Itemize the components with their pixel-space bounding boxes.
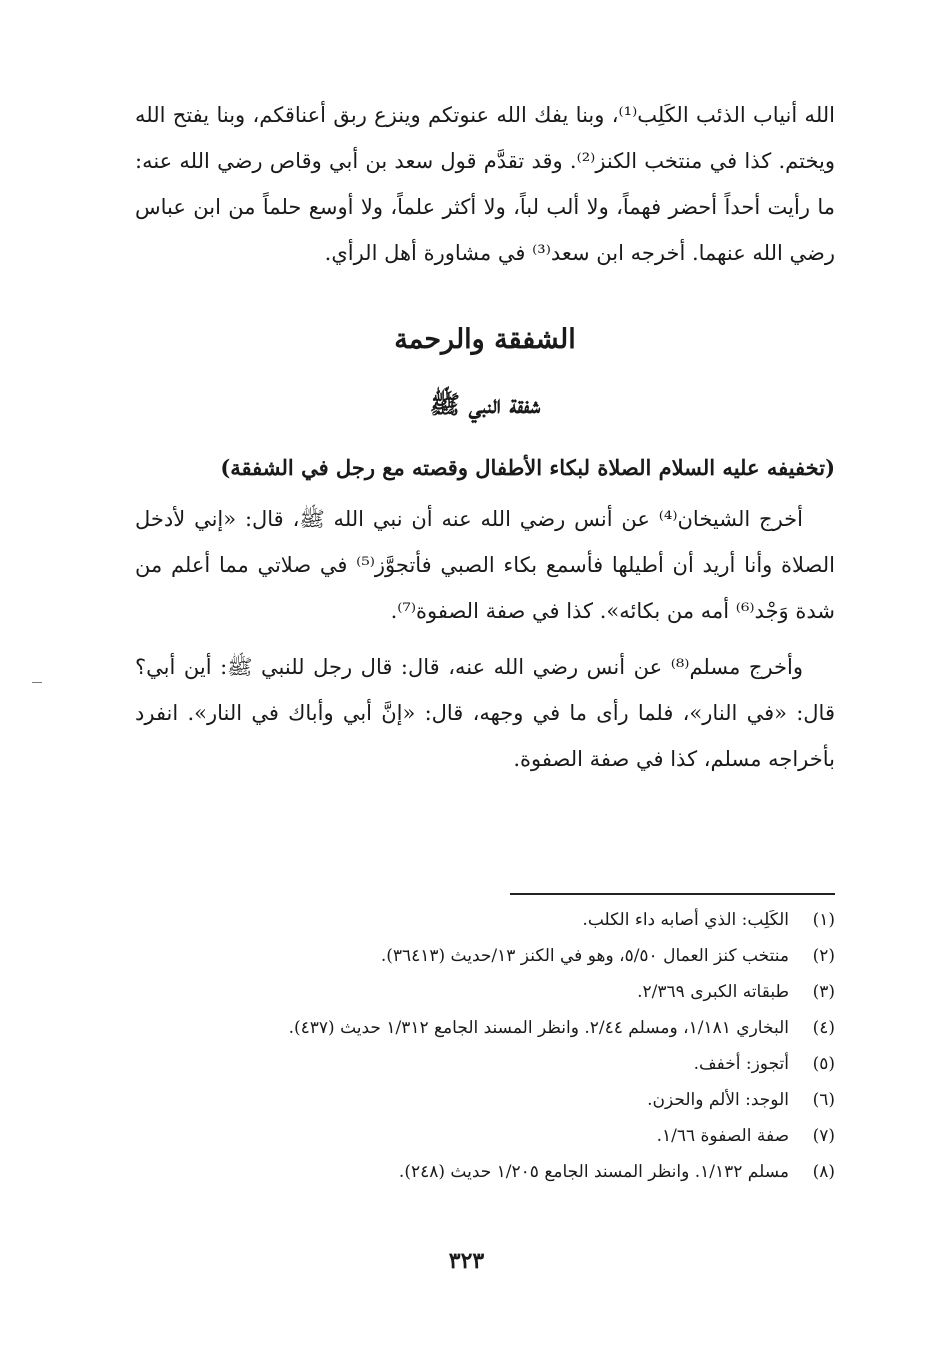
footnote-5 xyxy=(135,1054,835,1090)
footnote-number: (١) xyxy=(812,910,835,930)
footnote-text: طبقاته الكبرى ٢/٣٦٩. xyxy=(637,982,789,1002)
margin-mark xyxy=(32,682,42,683)
footnote-number: (٢) xyxy=(812,946,835,966)
footnote-number: (٤) xyxy=(812,1018,835,1038)
footnote-6 xyxy=(135,1090,835,1126)
paragraph-shaykhan-hadith: أخرج الشيخان⁽⁴⁾ عن أنس رضي الله عنه أن نبي الله ﷺ، قال: «إني لأدخل الصلاة وأنا أريد أن أطيلها فأسمع بكاء الصبي فأتجوَّز⁽⁵⁾ في صلاتي مما أعلم من شدة وَجْد⁽⁶⁾ أمه من بكائه». كذا في صفة الصفوة⁽⁷⁾. xyxy=(135,507,835,623)
paragraph-muslim-hadith: وأخرج مسلم⁽⁸⁾ عن أنس رضي الله عنه، قال: قال رجل للنبي ﷺ: أين أبي؟ قال: «في النار»، فلما رأى ما في وجهه، قال: «إنَّ أبي وأباك في النار». انفرد بأخراجه مسلم، كذا في صفة الصفوة. xyxy=(135,655,835,771)
intro-paragraph: الله أنياب الذئب الكَلِب⁽¹⁾، وبنا يفك الله عنوتكم وينزع ربق أعناقكم، وبنا يفتح الله ويختم. كذا في منتخب الكنز⁽²⁾. وقد تقدَّم قول سعد بن أبي وقاص رضي الله عنه: ما رأيت أحداً أحضر فهماً، ولا ألب لباً، ولا أكثر علماً، ولا أوسع حلماً من ابن عباس رضي الله عنهما. أخرجه ابن سعد⁽³⁾ في مشاورة أهل الرأي. xyxy=(135,103,835,265)
footnote-text: الوجد: الألم والحزن. xyxy=(647,1090,789,1110)
page-number: ٣٢٣ xyxy=(448,1248,485,1274)
page-body xyxy=(135,92,835,782)
footnote-1 xyxy=(135,910,835,946)
footnote-2 xyxy=(135,946,835,982)
footnote-number: (٦) xyxy=(812,1090,835,1110)
topic-heading: (تخفيفه عليه السلام الصلاة لبكاء الأطفال وقصته مع رجل في الشفقة) xyxy=(220,455,835,480)
section-heading: الشفقة والرحمة xyxy=(394,324,576,355)
footnote-4 xyxy=(135,1018,835,1054)
footnote-text: منتخب كنز العمال ٥/٥٠، وهو في الكنز ١٣/حديث (٣٦٤١٣). xyxy=(380,946,789,966)
footnote-text: صفة الصفوة ١/٦٦. xyxy=(656,1126,789,1146)
footnote-text: أتجوز: أخفف. xyxy=(693,1054,789,1074)
footnote-8 xyxy=(135,1162,835,1198)
footnote-7 xyxy=(135,1126,835,1162)
footnote-text: البخاري ١/١٨١، ومسلم ٢/٤٤. وانظر المسند الجامع ١/٣١٢ حديث (٤٣٧). xyxy=(288,1018,789,1038)
footnotes xyxy=(135,910,835,1198)
footnote-number: (٨) xyxy=(812,1162,835,1182)
footnote-text: الكَلِب: الذي أصابه داء الكلب. xyxy=(582,910,789,930)
footnote-number: (٥) xyxy=(812,1054,835,1074)
footnote-number: (٧) xyxy=(812,1126,835,1146)
footnote-number: (٣) xyxy=(812,982,835,1002)
footnote-text: مسلم ١/١٣٢. وانظر المسند الجامع ١/٢٠٥ حديث (٢٤٨). xyxy=(398,1162,789,1182)
footnote-3 xyxy=(135,982,835,1018)
footnote-divider xyxy=(510,893,835,895)
subsection-heading: شفقة النبي ﷺ xyxy=(429,390,541,419)
